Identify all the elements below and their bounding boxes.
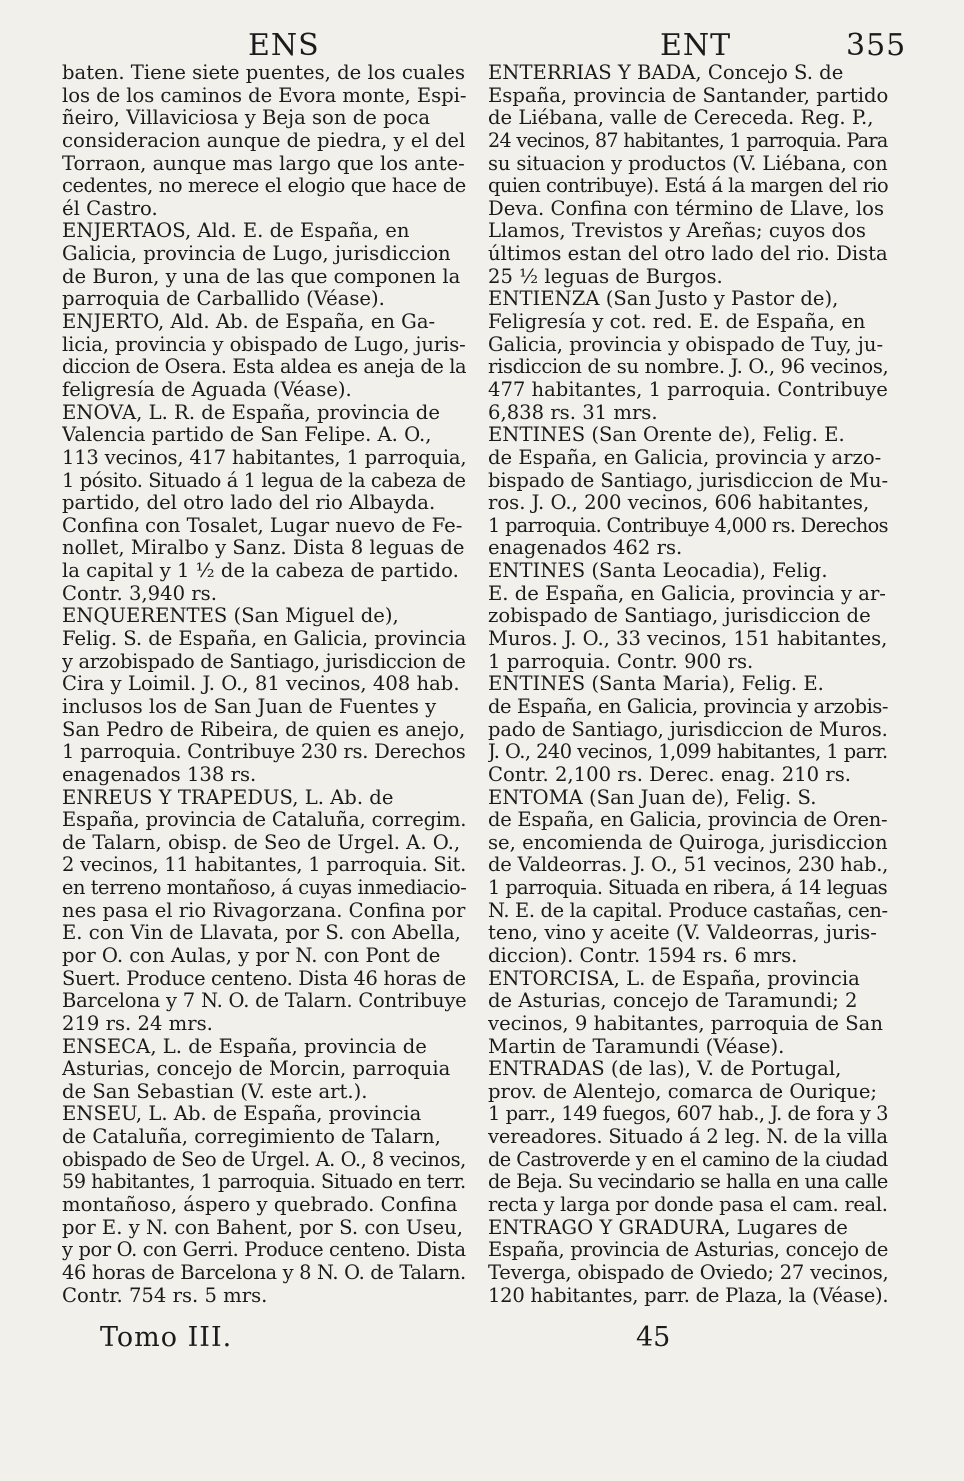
text-line: vereadores. Situado á 2 leg. N. de la villa — [488, 1126, 888, 1149]
text-line: ENSECA, L. de España, provincia de — [62, 1035, 427, 1058]
text-line: de Liébana, valle de Cereceda. Reg. P., — [488, 107, 874, 130]
text-line: San Pedro de Ribeira, de quien es anejo, — [62, 718, 466, 741]
text-line: se, encomienda de Quiroga, jurisdiccion — [488, 831, 888, 854]
text-line: pado de Santiago, jurisdiccion de Muros. — [488, 718, 888, 741]
text-line: Galicia, provincia de Lugo, jurisdiccion — [62, 243, 451, 266]
text-line: 59 habitantes, 1 parroquia. Situado en terr. — [62, 1171, 466, 1194]
text-line: ENTERRIAS Y BADA, Concejo S. de — [488, 62, 844, 84]
text-line: últimos estan del otro lado del rio. Dista — [488, 243, 888, 266]
text-line: ENSEU, L. Ab. de España, provincia — [62, 1103, 422, 1126]
text-line: 2 vecinos, 11 habitantes, 1 parroquia. Sit. — [62, 854, 466, 877]
text-line: de España, en Galicia, provincia de Oren- — [488, 809, 888, 832]
text-line: teno, vino y aceite (V. Valdeorras, juris- — [488, 922, 877, 945]
text-line: Llamos, Trevistos y Areñas; cuyos dos — [488, 220, 866, 243]
text-line: nes pasa el rio Rivagorzana. Confina por — [62, 899, 466, 922]
text-line: Contr. 3,940 rs. — [62, 582, 217, 605]
text-line: Confina con Tosalet, Lugar nuevo de Fe- — [62, 514, 463, 537]
text-line: de España, en Galicia, provincia y arzo- — [488, 446, 882, 469]
text-line: prov. de Alentejo, comarca de Ourique; — [488, 1080, 878, 1103]
text-line: ENJERTAOS, Ald. E. de España, en — [62, 220, 410, 243]
text-line: de España, en Galicia, provincia y arzobis- — [488, 695, 888, 718]
text-line: obispado de Seo de Urgel. A. O., 8 vecinos, — [62, 1148, 466, 1171]
text-line: 25 ½ leguas de Burgos. — [488, 265, 723, 288]
text-line: Galicia, provincia y obispado de Tuy, ju- — [488, 333, 884, 356]
text-line: de Buron, y una de las que componen la — [62, 265, 461, 288]
header-right-keyword: ENT — [660, 28, 732, 63]
text-line: quien contribuye). Está á la margen del rio — [488, 175, 888, 198]
text-line: 219 rs. 24 mrs. — [62, 1012, 213, 1035]
text-line: Contr. 2,100 rs. Derec. enag. 210 rs. — [488, 763, 852, 786]
text-line: ENREUS Y TRAPEDUS, L. Ab. de — [62, 786, 394, 809]
text-line: 1 parroquia. Situada en ribera, á 14 leguas — [488, 877, 888, 900]
text-line: de Cataluña, corregimiento de Talarn, — [62, 1126, 441, 1149]
text-line: Asturias, concejo de Morcin, parroquia — [62, 1058, 451, 1081]
text-line: de San Sebastian (V. este art.). — [62, 1080, 368, 1103]
signature-mark: 45 — [636, 1322, 671, 1353]
text-line: Martin de Taramundi (Véase). — [488, 1035, 785, 1058]
text-line: de Beja. Su vecindario se halla en una calle — [488, 1171, 888, 1194]
text-line: diccion de Osera. Esta aldea es aneja de la — [62, 356, 466, 379]
text-line: feligresía de Aguada (Véase). — [62, 378, 352, 401]
text-line: por O. con Aulas, y por N. con Pont de — [62, 944, 441, 967]
text-line: 113 vecinos, 417 habitantes, 1 parroquia, — [62, 446, 466, 469]
volume-label: Tomo III. — [100, 1322, 233, 1353]
text-line: recta y larga por donde pasa el cam. real. — [488, 1194, 888, 1217]
text-line: y arzobispado de Santiago, jurisdiccion de — [62, 650, 466, 673]
text-line: Felig. S. de España, en Galicia, provincia — [62, 628, 466, 651]
text-line: ENOVA, L. R. de España, provincia de — [62, 401, 440, 424]
text-line: su situacion y productos (V. Liébana, con — [488, 152, 888, 175]
text-line: nollet, Miralbo y Sanz. Dista 8 leguas de — [62, 537, 465, 560]
text-line: 1 pósito. Situado á 1 legua de la cabeza de — [62, 469, 466, 492]
text-line: ENTOMA (San Juan de), Felig. S. — [488, 786, 817, 809]
text-line: 477 habitantes, 1 parroquia. Contribuye — [488, 378, 888, 401]
right-text-column — [488, 62, 888, 1307]
text-line: E. de España, en Galicia, provincia y ar- — [488, 582, 886, 605]
text-line: 120 habitantes, parr. de Plaza, la (Véase). — [488, 1284, 888, 1307]
text-line: ENJERTO, Ald. Ab. de España, en Ga- — [62, 311, 436, 334]
text-line: zobispado de Santiago, jurisdiccion de — [488, 605, 871, 628]
text-line: 6,838 rs. 31 mrs. — [488, 401, 658, 424]
page-number: 355 — [846, 28, 907, 63]
text-line: licia, provincia y obispado de Lugo, juris- — [62, 333, 466, 356]
text-line: él Castro. — [62, 197, 158, 220]
text-line: ENTRADAS (de las), V. de Portugal, — [488, 1058, 842, 1081]
text-line: 1 parroquia. Contribuye 4,000 rs. Derechos — [488, 514, 888, 537]
text-line: partido, del otro lado del rio Albayda. — [62, 492, 436, 515]
text-line: España, provincia de Santander, partido — [488, 84, 888, 107]
text-line: de Castroverde y en el camino de la ciudad — [488, 1148, 888, 1171]
text-line: Barcelona y 7 N. O. de Talarn. Contribuye — [62, 990, 466, 1013]
text-line: Deva. Confina con término de Llave, los — [488, 197, 885, 220]
text-line: ENQUERENTES (San Miguel de), — [62, 605, 399, 628]
header-left-keyword: ENS — [248, 28, 320, 63]
text-line: la capital y 1 ½ de la cabeza de partido. — [62, 560, 459, 583]
text-line: 46 horas de Barcelona y 8 N. O. de Talarn. — [62, 1261, 466, 1284]
text-line: Teverga, obispado de Oviedo; 27 vecinos, — [488, 1261, 888, 1284]
text-line: N. E. de la capital. Produce castañas, cen- — [488, 899, 888, 922]
text-line: inclusos los de San Juan de Fuentes y — [62, 695, 437, 718]
text-line: ENTORCISA, L. de España, provincia — [488, 967, 860, 990]
text-line: ENTINES (Santa Leocadia), Felig. — [488, 560, 828, 583]
text-line: Muros. J. O., 33 vecinos, 151 habitantes, — [488, 628, 888, 651]
text-line: Valencia partido de San Felipe. A. O., — [62, 424, 432, 447]
text-line: y por O. con Gerri. Produce centeno. Dista — [62, 1239, 466, 1262]
text-line: 1 parroquia. Contr. 900 rs. — [488, 650, 754, 673]
text-line: baten. Tiene siete puentes, de los cuales — [62, 62, 466, 84]
text-line: consideracion aunque de piedra, y el del — [62, 129, 466, 152]
text-line: enagenados 462 rs. — [488, 537, 683, 560]
text-line: Torraon, aunque mas largo que los ante- — [62, 152, 465, 175]
text-line: J. O., 240 vecinos, 1,099 habitantes, 1 parr. — [488, 741, 888, 764]
text-line: E. con Vin de Llavata, por S. con Abella, — [62, 922, 461, 945]
text-line: los de los caminos de Evora monte, Espi- — [62, 84, 466, 107]
text-line: por E. y N. con Bahent, por S. con Useu, — [62, 1216, 463, 1239]
text-line: ñeiro, Villaviciosa y Beja son de poca — [62, 107, 431, 130]
text-line: montañoso, áspero y quebrado. Confina — [62, 1194, 458, 1217]
text-line: 1 parr., 149 fuegos, 607 hab., J. de fora y 3 — [488, 1103, 888, 1126]
text-line: ros. J. O., 200 vecinos, 606 habitantes, — [488, 492, 870, 515]
text-line: ENTINES (Santa Maria), Felig. E. — [488, 673, 824, 696]
text-line: vecinos, 9 habitantes, parroquia de San — [488, 1012, 883, 1035]
text-line: ENTINES (San Orente de), Felig. E. — [488, 424, 845, 447]
text-line: risdiccion de su nombre. J. O., 96 vecinos, — [488, 356, 888, 379]
text-line: Contr. 754 rs. 5 mrs. — [62, 1284, 268, 1307]
text-line: cedentes, no merece el elogio que hace de — [62, 175, 466, 198]
text-line: ENTRAGO Y GRADURA, Lugares de — [488, 1216, 848, 1239]
text-line: en terreno montañoso, á cuyas inmediacio- — [62, 877, 466, 900]
text-line: España, provincia de Asturias, concejo de — [488, 1239, 888, 1262]
left-text-column — [62, 62, 466, 1307]
text-line: España, provincia de Cataluña, corregim. — [62, 809, 466, 832]
text-line: 24 vecinos, 87 habitantes, 1 parroquia. Para — [488, 129, 888, 152]
text-line: Suert. Produce centeno. Dista 46 horas de — [62, 967, 466, 990]
text-line: 1 parroquia. Contribuye 230 rs. Derechos — [62, 741, 466, 764]
text-line: Cira y Loimil. J. O., 81 vecinos, 408 hab. — [62, 673, 460, 696]
text-line: ENTIENZA (San Justo y Pastor de), — [488, 288, 839, 311]
text-line: bispado de Santiago, jurisdiccion de Mu- — [488, 469, 888, 492]
text-line: enagenados 138 rs. — [62, 763, 257, 786]
text-line: parroquia de Carballido (Véase). — [62, 288, 385, 311]
text-line: de Valdeorras. J. O., 51 vecinos, 230 hab., — [488, 854, 888, 877]
text-line: Feligresía y cot. red. E. de España, en — [488, 311, 866, 334]
text-line: de Asturias, concejo de Taramundi; 2 — [488, 990, 858, 1013]
text-line: de Talarn, obisp. de Seo de Urgel. A. O., — [62, 831, 461, 854]
text-line: diccion). Contr. 1594 rs. 6 mrs. — [488, 944, 798, 967]
